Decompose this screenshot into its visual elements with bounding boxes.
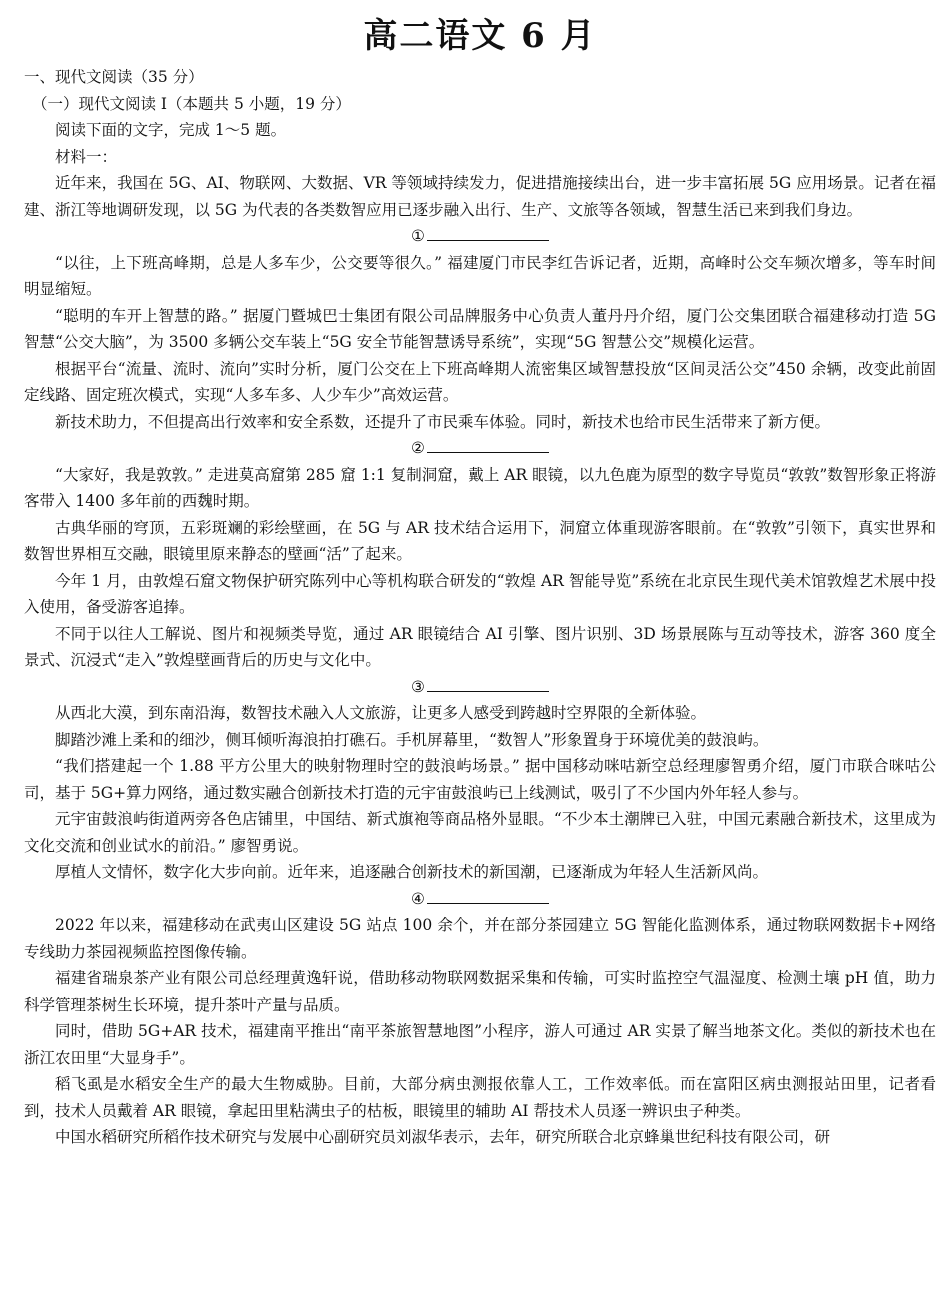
intro-paragraph: 近年来，我国在 5G、AI、物联网、大数据、VR 等领域持续发力，促进措施接续出台，进一步丰富拓展 5G 应用场景。记者在福建、浙江等地调研发现，以 5G 为代表的各类数智应用已逐步融入出行、生产、文旅等各领域，智慧生活已来到我们身边。 [24,174,936,219]
fill-in-blank [427,889,549,904]
paragraph: “以往，上下班高峰期，总是人多车少，公交要等很久。” 福建厦门市民李红告诉记者，近期，高峰时公交车频次增多，等车时间明显缩短。 [24,253,936,298]
subsection-heading: （一）现代文阅读 I（本题共 5 小题，19 分） [32,94,351,113]
paragraph: 元宇宙鼓浪屿街道两旁各色店铺里，中国结、新式旗袍等商品格外显眼。“不少本土潮牌已入驻，中国元素融合新技术，这里成为文化交流和创业试水的前沿。” 廖智勇说。 [24,810,936,855]
paragraph: 厚植人文情怀，数字化大步向前。近年来，追逐融合创新技术的新国潮，已逐渐成为年轻人生活新风尚。 [55,863,769,881]
paragraph: 同时，借助 5G+AR 技术，福建南平推出“南平茶旅智慧地图”小程序，游人可通过 AR 实景了解当地茶文化。类似的新技术也在浙江农田里“大显身手”。 [24,1022,936,1067]
paragraph: “聪明的车开上智慧的路。” 据厦门暨城巴士集团有限公司品牌服务中心负责人董丹丹介绍，厦门公交集团联合福建移动打造 5G 智慧“公交大脑”，为 3500 多辆公交车装上“5G 安全节能智慧诱导系统”，实现“5G 智慧公交”规模化运营。 [24,306,936,351]
marker-number: ③ [411,677,425,696]
paragraph: 福建省瑞泉茶产业有限公司总经理黄逸轩说，借助移动物联网数据采集和传输，可实时监控空气温湿度、检测土壤 pH 值，助力科学管理茶树生长环境，提升茶叶产量与品质。 [24,969,936,1014]
article-section-2 [24,435,936,674]
article-section-4 [24,886,936,1151]
marker-number: ② [411,439,425,457]
article-section-3 [24,674,936,886]
fill-in-blank [427,226,549,241]
section-marker [24,435,936,462]
section-heading: 一、现代文阅读（35 分） [24,68,204,86]
paragraph: 从西北大漠，到东南沿海，数智技术融入人文旅游，让更多人感受到跨越时空界限的全新体验。 [55,704,707,722]
paragraph: 新技术助力，不但提高出行效率和安全系数，还提升了市民乘车体验。同时，新技术也给市民生活带来了新方便。 [55,412,831,431]
section-marker [24,674,936,701]
instruction-text: 阅读下面的文字，完成 1～5 题。 [55,121,287,139]
fill-in-blank [427,438,549,453]
paragraph: 中国水稻研究所稻作技术研究与发展中心副研究员刘淑华表示，去年，研究所联合北京蜂巢世纪科技有限公司，研 [55,1128,831,1146]
paragraph: 2022 年以来，福建移动在武夷山区建设 5G 站点 100 余个，并在部分茶园建立 5G 智能化监测体系，通过物联网数据卡+网络专线助力茶园视频监控图像传输。 [24,916,936,961]
fill-in-blank [427,677,549,692]
paragraph: “我们搭建起一个 1.88 平方公里大的映射物理时空的鼓浪屿场景。” 据中国移动咪咕新空总经理廖智勇介绍，厦门市联合咪咕公司，基于 5G+算力网络，通过数实融合创新技术打造的元宇宙鼓浪屿已上线测试，吸引了不少国内外年轻人参与。 [24,757,936,802]
article-section-1 [24,223,936,435]
marker-number: ① [411,227,425,245]
paragraph: 今年 1 月，由敦煌石窟文物保护研究陈列中心等机构联合研发的“敦煌 AR 智能导览”系统在北京民生现代美术馆敦煌艺术展中投入使用，备受游客追捧。 [24,571,936,616]
paragraph: 脚踏沙滩上柔和的细沙，侧耳倾听海浪拍打礁石。手机屏幕里，“数智人”形象置身于环境优美的鼓浪屿。 [55,730,769,749]
marker-number: ④ [411,889,425,908]
paragraph: 根据平台“流量、流时、流向”实时分析，厦门公交在上下班高峰期人流密集区域智慧投放“区间灵活公交”450 余辆，改变此前固定线路、固定班次模式，实现“人多车多、人少车少”高效运营。 [24,359,936,404]
section-marker [24,886,936,913]
paragraph: 不同于以往人工解说、图片和视频类导览，通过 AR 眼镜结合 AI 引擎、图片识别、3D 场景展陈与互动等技术，游客 360 度全景式、沉浸式“走入”敦煌壁画背后的历史与文化中。 [24,624,936,669]
material-label: 材料一： [55,147,118,166]
paragraph: 稻飞虱是水稻安全生产的最大生物威胁。目前，大部分病虫测报依靠人工，工作效率低。而在富阳区病虫测报站田里，记者看到，技术人员戴着 AR 眼镜，拿起田里粘满虫子的枯板，眼镜里的辅助 AI 帮技术人员逐一辨识虫子种类。 [24,1075,936,1120]
page-title: 高二语文 6 月 [363,16,597,56]
paragraph: “大家好，我是敦敦。” 走进莫高窟第 285 窟 1:1 复制洞窟，戴上 AR 眼镜，以九色鹿为原型的数字导览员“敦敦”数智形象正将游客带入 1400 多年前的西魏时期。 [24,465,936,510]
paragraph: 古典华丽的穹顶，五彩斑斓的彩绘壁画，在 5G 与 AR 技术结合运用下，洞窟立体重现游客眼前。在“敦敦”引领下，真实世界和数智世界相互交融，眼镜里原来静态的壁画“活”了起来。 [24,518,936,563]
section-marker [24,223,936,250]
